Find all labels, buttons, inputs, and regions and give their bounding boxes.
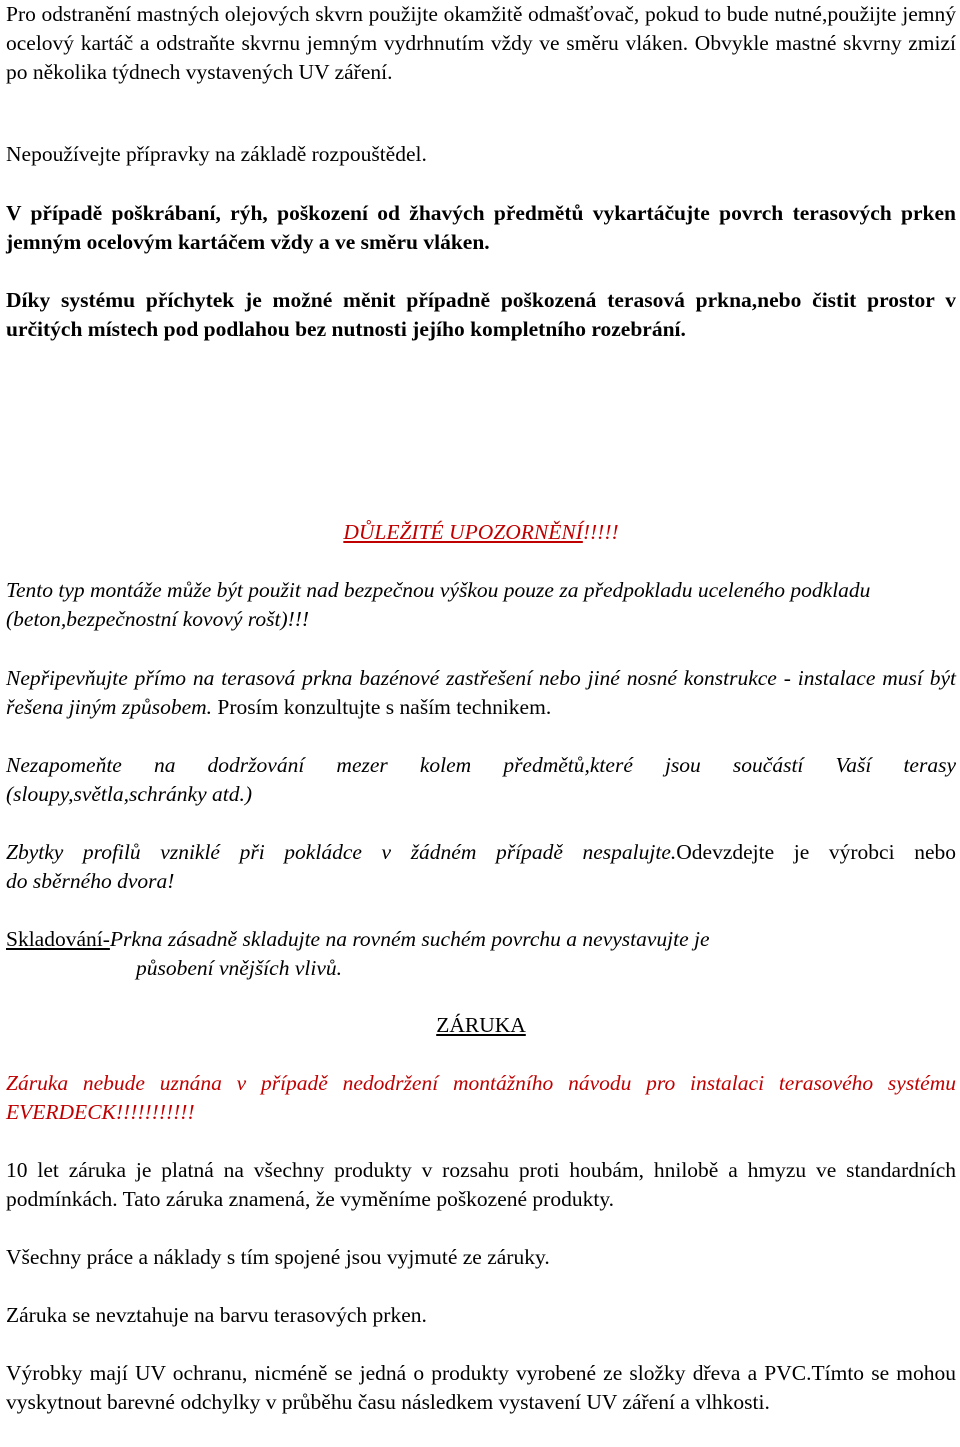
no-direct-mounting-consult: Prosím konzultujte s naším technikem.: [212, 695, 552, 719]
paragraph-costs-excluded: Všechny práce a náklady s tím spojené jsou vyjmuté ze záruky.: [6, 1245, 550, 1269]
waste-italic: Zbytky profilů vzniklé při pokládce v žádném případě nespalujte.: [6, 840, 677, 864]
paragraph-grease-stains: Pro odstranění mastných olejových skvrn použijte okamžitě odmašťovač, pokud to bude nutné,použijte jemný ocelový kartáč a odstraňte skvrnu jemným vydrhnutím vždy ve směru vláken. Obvykle mastné skvrny zmizí po několika týdnech vystavených UV záření.: [6, 2, 956, 84]
warranty-heading: [6, 1011, 956, 1040]
paragraph-waste: [6, 838, 956, 896]
paragraph-storage: [6, 925, 956, 983]
waste-return: Odevzdejte je výrobci nebo: [676, 840, 956, 864]
warning-heading-suffix: !!!!!: [582, 520, 619, 544]
warranty-heading-text: ZÁRUKA: [436, 1013, 526, 1037]
paragraph-no-direct-mounting: [6, 664, 956, 722]
warning-heading: [6, 518, 956, 547]
paragraph-color-excluded: Záruka se nevztahuje na barvu terasových prken.: [6, 1303, 427, 1327]
paragraph-uv-protection: Výrobky mají UV ochranu, nicméně se jedná o produkty vyrobené ze složky dřeva a PVC.Tímto se mohou vyskytnout barevné odchylky v průběhu času následkem vystavení UV záření a vlhkosti.: [6, 1361, 956, 1414]
warning-heading-text: DŮLEŽITÉ UPOZORNĚNÍ: [343, 520, 583, 544]
paragraph-warranty-scope: 10 let záruka je platná na všechny produkty v rozsahu proti houbám, hnilobě a hmyzu ve standardních podmínkách. Tato záruka znamená, že vyměníme poškozené produkty.: [6, 1158, 956, 1211]
waste-collection: do sběrného dvora!: [6, 869, 175, 893]
paragraph-mounting-height: Tento typ montáže může být použit nad bezpečnou výškou pouze za předpokladu uceleného podkladu (beton,bezpečnostní kovový rošt)!!!: [6, 578, 871, 631]
storage-text-2: působení vnějších vlivů.: [136, 956, 342, 980]
paragraph-scratches: V případě poškrábaní, rýh, poškození od žhavých předmětů vykartáčujte povrch terasových prken jemným ocelovým kartáčem vždy a ve směru vláken.: [6, 201, 956, 254]
paragraph-no-solvents: Nepoužívejte přípravky na základě rozpouštědel.: [6, 142, 427, 166]
no-direct-mounting-italic: Nepřipevňujte přímo na terasová prkna bazénové zastřešení nebo jiné nosné konstrukce - instalace musí být řešena jiným způsobem.: [6, 666, 956, 719]
paragraph-gaps: [6, 751, 956, 809]
paragraph-clips-system: Díky systému příchytek je možné měnit případně poškozená terasová prkna,nebo čistit prostor v určitých místech pod podlahou bez nutnosti jejího kompletního rozebrání.: [6, 288, 956, 341]
gaps-line-1: Nezapomeňte na dodržování mezer kolem předmětů,které jsou součástí Vaší terasy: [6, 753, 956, 777]
storage-text-1: Prkna zásadně skladujte na rovném suchém povrchu a nevystavujte je: [109, 927, 710, 951]
gaps-line-2: (sloupy,světla,schránky atd.): [6, 782, 253, 806]
storage-label: Skladování-: [6, 927, 110, 951]
paragraph-warranty-condition: Záruka nebude uznána v případě nedodržení montážního návodu pro instalaci terasového systému EVERDECK!!!!!!!!!!!: [6, 1071, 956, 1124]
